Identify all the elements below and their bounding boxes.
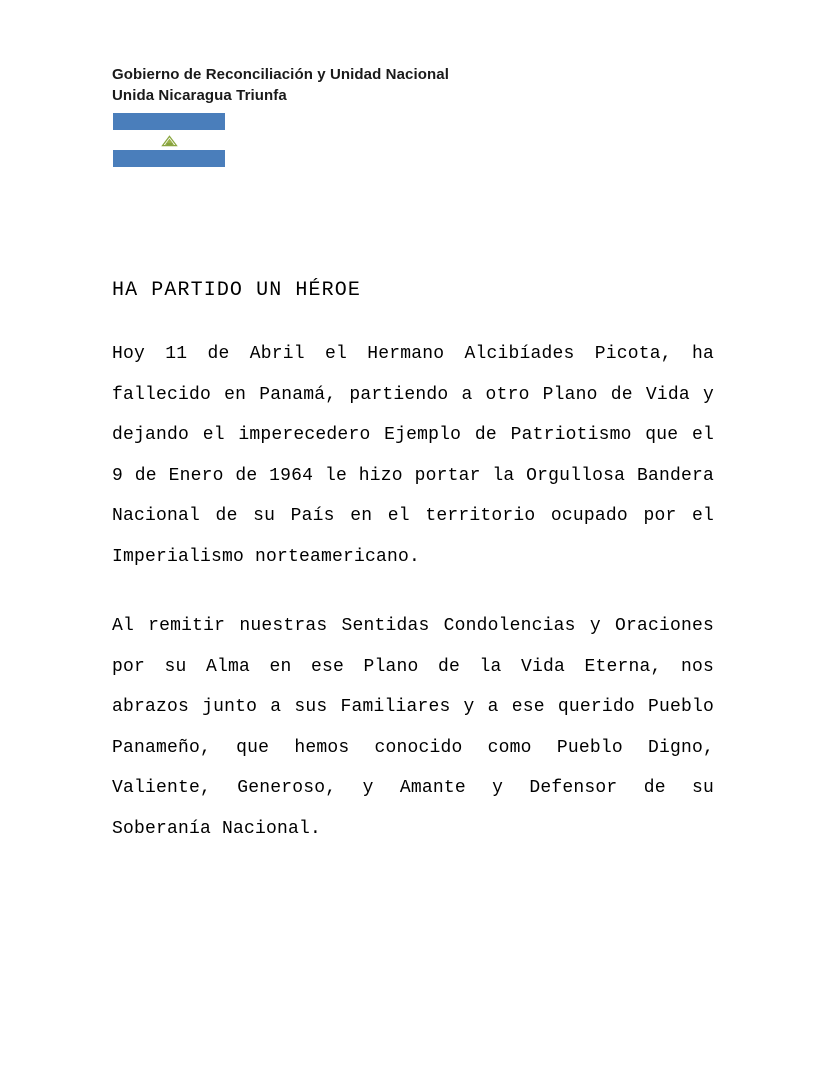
flag-stripe-top xyxy=(113,113,225,130)
nicaragua-flag-icon xyxy=(113,113,225,167)
paragraph-2: Al remitir nuestras Sentidas Condolencias y Oraciones por su Alma en ese Plano de la Vida Eterna, nos abrazos junto a sus Familiares y a ese querido Pueblo Panameño, que hemos conocido como Pueblo Digno, Valiente, Generoso, y Amante y Defensor de su Soberanía Nacional. xyxy=(112,616,714,839)
flag-stripe-bottom xyxy=(113,150,225,167)
page-title: HA PARTIDO UN HÉROE xyxy=(112,279,361,302)
letterhead-line-1: Gobierno de Reconciliación y Unidad Nacional xyxy=(112,66,449,83)
document-body xyxy=(112,276,714,849)
letterhead xyxy=(112,64,732,106)
letterhead-line-2: Unida Nicaragua Triunfa xyxy=(112,87,287,104)
flag-emblem-icon xyxy=(160,134,179,148)
paragraph-1: Hoy 11 de Abril el Hermano Alcibíades Picota, ha fallecido en Panamá, partiendo a otro Plano de Vida y dejando el imperecedero Ejemplo de Patriotismo que el 9 de Enero de 1964 le hizo portar la Orgullosa Bandera Nacional de su País en el territorio ocupado por el Imperialismo norteamericano. xyxy=(112,344,714,567)
